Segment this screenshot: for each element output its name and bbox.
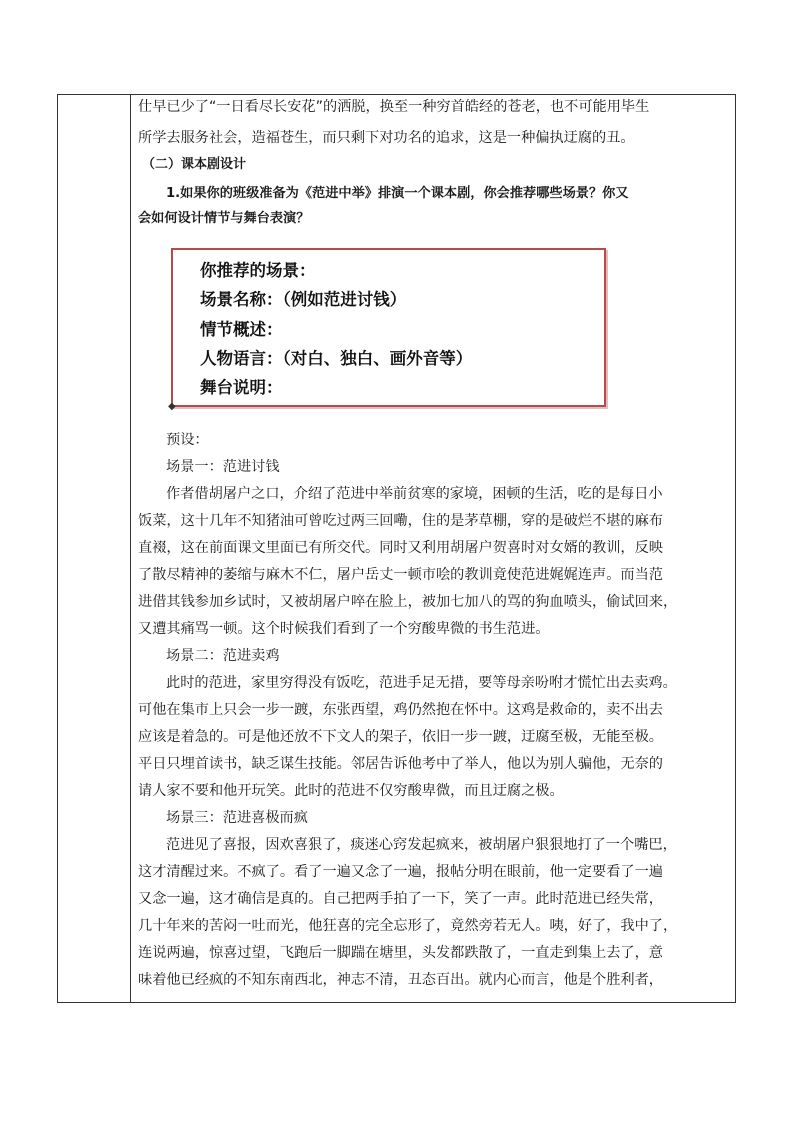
box-plot-summary: 情节概述： [200,320,283,339]
scene2-line: 平日只埋首读书，缺乏谋生技能。邻居告诉他考中了举人，他以为别人骗他，无奈的 [138,756,663,772]
preset-label: 预设： [166,432,209,448]
question-line: 会如何设计情节与舞台表演？ [138,211,310,226]
box-recommended-scene: 你推荐的场景： [200,261,316,280]
scene3-line: 又念一遍，这才确信是真的。自己把两手拍了一下，笑了一声。此时范进已经失常， [138,891,663,907]
scene3-line: 范进见了喜报，因欢喜狠了，痰迷心窍发起疯来，被胡屠户狠狠地打了一个嘴巴， [166,837,677,853]
scene2-line: 请人家不要和他开玩笑。此时的范进不仅穷酸卑微，而且迂腐之极。 [138,783,564,799]
lesson-table [57,94,736,1003]
paragraph-line: 仕早已少了“一日看尽长安花”的洒脱，换至一种穷首皓经的苍老，也不可能用毕生 [138,99,650,115]
scene2-line: 应该是着急的。可是他还放不下文人的架子，依旧一步一踱，迂腐至极，无能至极。 [138,729,663,745]
box-stage-directions: 舞台说明： [200,378,283,397]
scene1-line: 又遭其痛骂一顿。这个时候我们看到了一个穷酸卑微的书生范进。 [138,621,550,637]
paragraph-line: 所学去服务社会，造福苍生，而只剩下对功名的追求，这是一种偏执迂腐的丑。 [138,130,635,146]
box-scene-name: 场景名称：（例如范进讨钱） [200,290,407,309]
scene3-title: 场景三：范进喜极而疯 [166,810,308,826]
scene1-line: 饭菜，这十几年不知猪油可曾吃过两三回嘞，住的是茅草棚，穿的是破烂不堪的麻布 [138,513,663,529]
table-column-divider [130,95,131,1002]
scene3-line: 连说两遍，惊喜过望，飞跑后一脚踹在塘里，头发都跌散了，一直走到集上去了，意 [138,945,663,961]
scene2-title: 场景二：范进卖鸡 [166,648,280,664]
box-character-dialogue: 人物语言：（对白、独白、画外音等） [200,349,473,368]
scene-template-box [171,248,606,407]
scene3-line: 这才清醒过来。不疯了。看了一遍又念了一遍，报帖分明在眼前，他一定要看了一遍 [138,864,663,880]
scene2-line: 可他在集市上只会一步一踱，东张西望，鸡仍然抱在怀中。这鸡是救命的，卖不出去 [138,702,663,718]
question-line: 1.如果你的班级准备为《范进中举》排演一个课本剧，你会推荐哪些场景？你又 [166,186,629,201]
scene1-line: 作者借胡屠户之口，介绍了范进中举前贫寒的家境，困顿的生活，吃的是每日小 [166,486,663,502]
scene1-title: 场景一：范进讨钱 [166,459,280,475]
section-heading: （二）课本剧设计 [142,157,247,172]
scene3-line: 几十年来的苦闷一吐而光，他狂喜的完全忘形了，竟然旁若无人。咦，好了，我中了， [138,918,678,934]
scene3-line: 味着他已经疯的不知东南西北，神志不清，丑态百出。就内心而言，他是个胜利者， [138,972,663,988]
anchor-marker-icon: ◆ [168,401,176,412]
scene1-line: 直裰，这在前面课文里面已有所交代。同时又利用胡屠户贺喜时对女婿的教训，反映 [138,540,663,556]
scene1-line: 进借其钱参加乡试时，又被胡屠户啐在脸上，被加七加八的骂的狗血喷头，偷试回来， [138,594,678,610]
scene1-line: 了散尽精神的萎缩与麻木不仁，屠户岳丈一顿市哙的教训竟使范进娓娓连声。而当范 [138,567,663,583]
scene2-line: 此时的范进，家里穷得没有饭吃，范进手足无措，要等母亲吩咐才慌忙出去卖鸡。 [166,675,677,691]
